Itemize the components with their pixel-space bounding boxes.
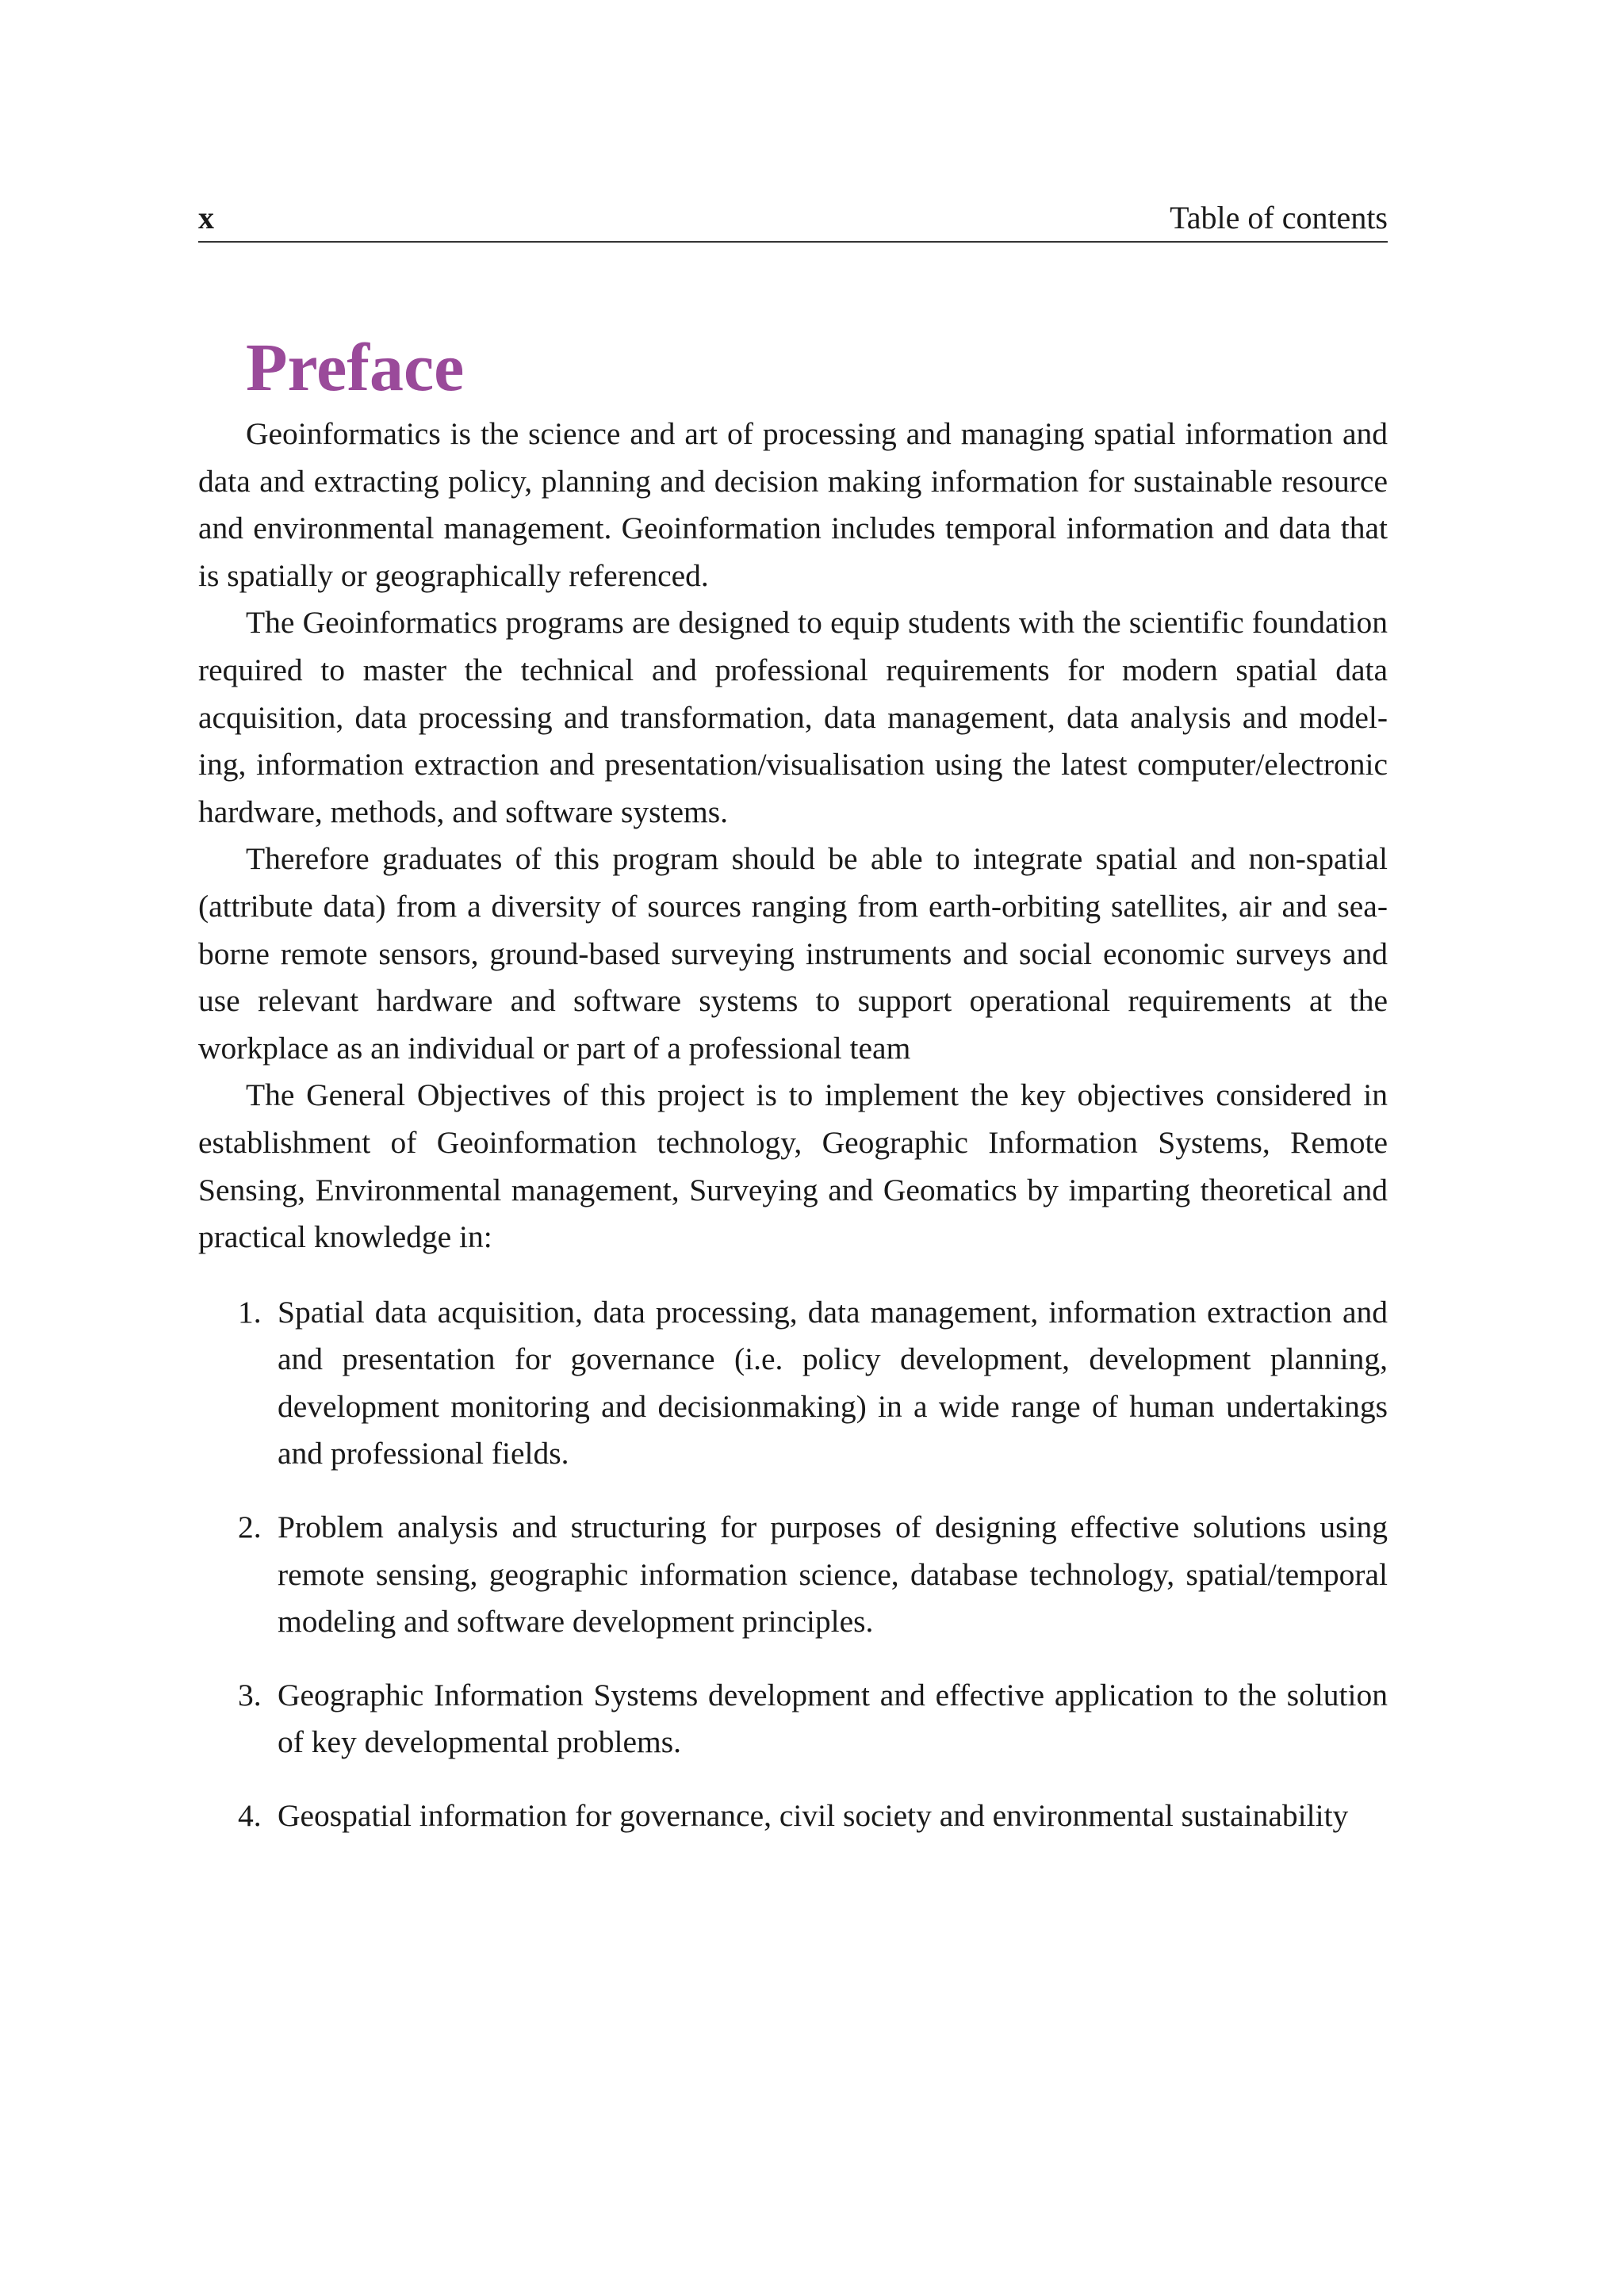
running-head-title: Table of contents	[1170, 200, 1388, 235]
objectives-list	[198, 1289, 1388, 1840]
list-item	[198, 1504, 1388, 1646]
paragraph-definition: Geoinformatics is the science and art of processing and managing spatial information and data and extracting policy, planning and decision making information for sustainable resource and environmental management. Geoinformation includes temporal information and data that is spatially or geographically referenced.	[198, 416, 1388, 593]
list-item-number: 1.	[238, 1294, 262, 1330]
page-header	[198, 195, 1388, 243]
list-item-text: Problem analysis and structuring for purposes of designing effective solutions using remote sensing, geographic information science, database technology, spatial/temporal modeling and software development principles.	[278, 1510, 1388, 1640]
paragraph-objectives-intro: The General Objectives of this project is to implement the key objectives considered in establishment of Geoinformation technology, Geographic Information Systems, Remote Sensing, Environmental management, Surveying and Geomatics by imparting theoretical and practical knowledge in:	[198, 1077, 1388, 1255]
list-item	[198, 1289, 1388, 1478]
list-item-number: 2.	[238, 1510, 262, 1545]
list-item-text: Geographic Information Systems development and effective application to the solution of key developmental problems.	[278, 1677, 1388, 1760]
list-item-number: 4.	[238, 1798, 262, 1834]
page-body	[198, 323, 1388, 1866]
page-number: x	[198, 200, 214, 235]
list-item-text: Spatial data acquisition, data processing, data management, information extraction and and presentation for governance (i.e. policy development, development planning, development monitoring and decisionmaking) in a wide range of human undertakings and professional fields.	[278, 1294, 1388, 1471]
list-item-number: 3.	[238, 1677, 262, 1712]
list-item	[198, 1672, 1388, 1766]
list-item-text: Geospatial information for governance, civil society and environmental sustainability	[278, 1798, 1349, 1834]
paragraph-programs: The Geoinformatics programs are designed to equip students with the scientific foundation required to master the technical and professional requirements for modern spatial data acquisition, data processing and transformation, data management, data analysis and modeling, information extraction and presentation/visualisation using the latest computer/electronic hardware, methods, and software systems.	[198, 605, 1388, 829]
chapter-title: Preface	[246, 329, 465, 405]
list-item	[198, 1793, 1388, 1840]
paragraph-graduates: Therefore graduates of this program should be able to integrate spatial and non-spatial (attribute data) from a diversity of sources ranging from earth-orbiting satellites, air and sea-borne remote sensors, ground-based surveying instruments and social economic surveys and use relevant hardware and software systems to support operational requirements at the workplace as an individual or part of a professional team	[198, 841, 1388, 1066]
